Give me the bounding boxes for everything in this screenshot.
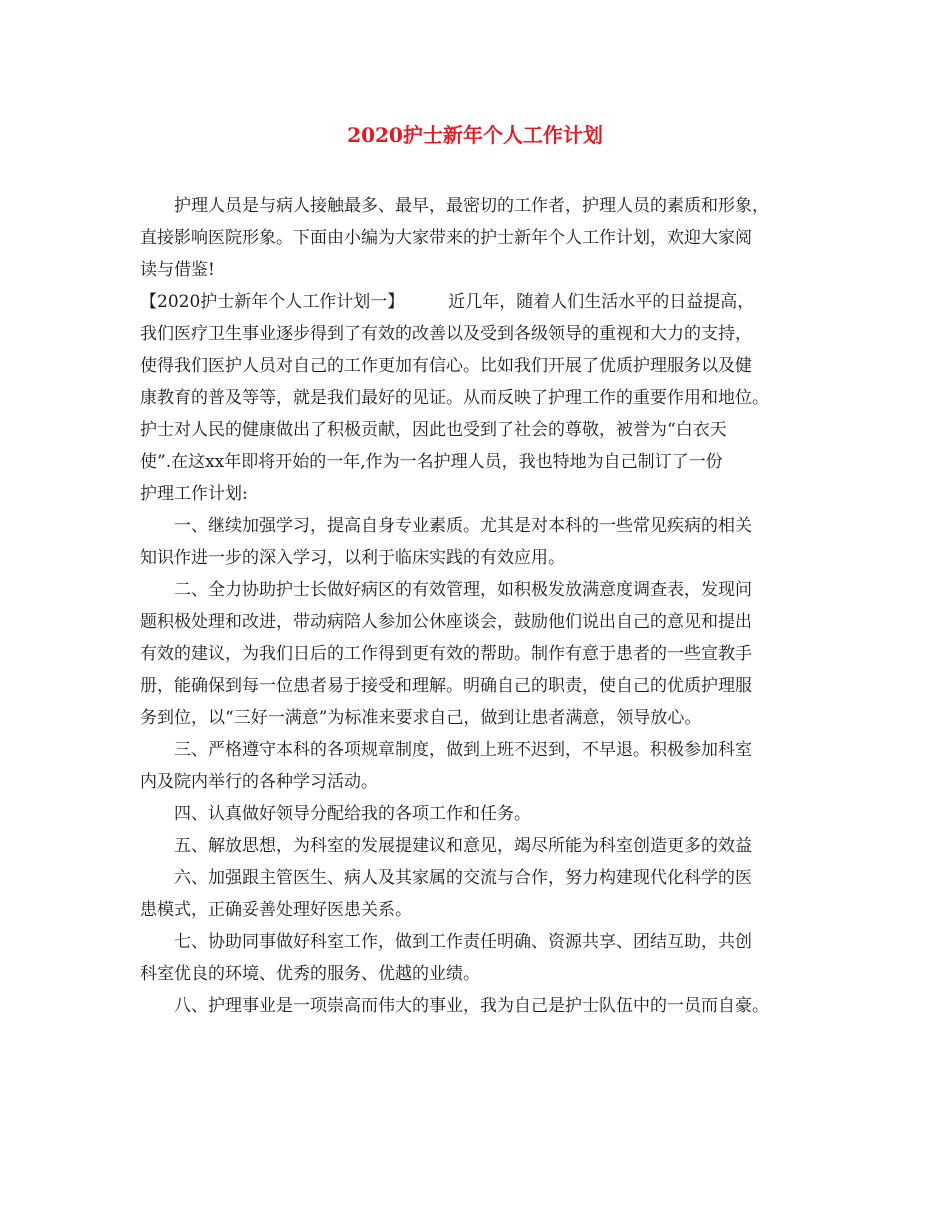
body-line: 题积极处理和改进，带动病陪人参加公休座谈会，鼓励他们说出自己的意见和提出 <box>140 612 752 632</box>
body-line: 七、协助同事做好科室工作，做到工作责任明确、资源共享、团结互助，共创 <box>174 932 752 952</box>
body-line: 使得我们医护人员对自己的工作更加有信心。比如我们开展了优质护理服务以及健 <box>140 356 752 376</box>
section-heading-line <box>140 286 840 318</box>
body-line: 内及院内举行的各种学习活动。 <box>140 772 378 792</box>
body-line: 有效的建议，为我们日后的工作得到更有效的帮助。制作有意于患者的一些宣教手 <box>140 644 752 664</box>
body-line: 五、解放思想，为科室的发展提建议和意见，竭尽所能为科室创造更多的效益 <box>174 836 752 856</box>
body-line-continuation: 近几年，随着人们生活水平的日益提高， <box>448 292 755 312</box>
document-body <box>140 190 840 1022</box>
body-line: 直接影响医院形象。下面由小编为大家带来的护士新年个人工作计划，欢迎大家阅 <box>140 228 752 248</box>
body-line: 二、全力协助护士长做好病区的有效管理，如积极发放满意度调查表，发现问 <box>174 580 752 600</box>
body-line: 我们医疗卫生事业逐步得到了有效的改善以及受到各级领导的重视和大力的支持， <box>140 324 752 344</box>
body-line: 护理工作计划: <box>140 484 248 504</box>
body-line: 科室优良的环境、优秀的服务、优越的业绩。 <box>140 964 480 984</box>
body-line: 一、继续加强学习，提高自身专业素质。尤其是对本科的一些常见疾病的相关 <box>174 516 752 536</box>
body-line: 册，能确保到每一位患者易于接受和理解。明确自己的职责，使自己的优质护理服 <box>140 676 752 696</box>
body-line: 使”.在这xx年即将开始的一年,作为一名护理人员，我也特地为自己制订了一份 <box>140 452 723 472</box>
body-line: 四、认真做好领导分配给我的各项工作和任务。 <box>174 804 531 824</box>
section-heading: 【2020护士新年个人工作计划一】 <box>140 292 405 312</box>
body-line: 读与借鉴! <box>140 260 215 280</box>
document-title: 2020护士新年个人工作计划 <box>347 123 603 147</box>
body-line: 护士对人民的健康做出了积极贡献，因此也受到了社会的尊敬，被誉为“白衣天 <box>140 420 727 440</box>
body-line: 八、护理事业是一项崇高而伟大的事业，我为自己是护士队伍中的一员而自豪。 <box>174 996 769 1016</box>
body-line: 务到位，以“三好一满意”为标准来要求自己，做到让患者满意，领导放心。 <box>140 708 702 728</box>
body-line: 患模式，正确妥善处理好医患关系。 <box>140 900 412 920</box>
body-line: 知识作进一步的深入学习，以利于临床实践的有效应用。 <box>140 548 565 568</box>
body-line: 康教育的普及等等，就是我们最好的见证。从而反映了护理工作的重要作用和地位。 <box>140 388 769 408</box>
body-line: 六、加强跟主管医生、病人及其家属的交流与合作，努力构建现代化科学的医 <box>174 868 752 888</box>
body-line: 护理人员是与病人接触最多、最早，最密切的工作者，护理人员的素质和形象， <box>174 196 769 216</box>
body-line: 三、严格遵守本科的各项规章制度，做到上班不迟到，不早退。积极参加科室 <box>174 740 752 760</box>
